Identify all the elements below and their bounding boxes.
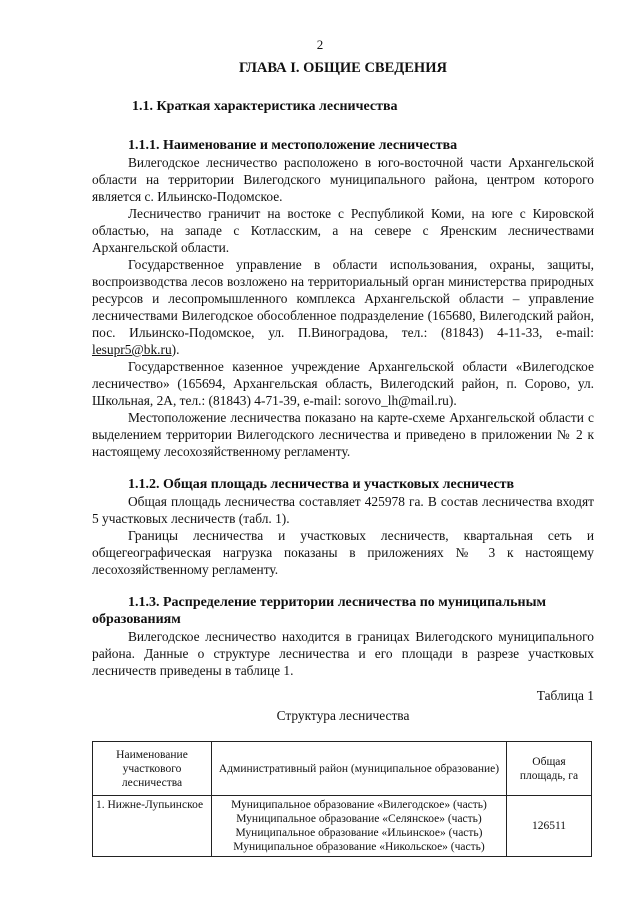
area-cell: 126511 — [507, 796, 592, 857]
municipality-line: Муниципальное образование «Вилегодское» (часть) — [231, 799, 487, 811]
chapter-title: ГЛАВА I. ОБЩИЕ СВЕДЕНИЯ — [239, 60, 447, 76]
paragraph-text: Государственное управление в области использования, охраны, защиты, воспроизводства лесов возложено на территориальный орган министерства природных ресурсов и лесопромышленного комплекса Архангельской области – управление лесничествами Вилегодское обособленное подразделение (165680, Вилегодский район, пос. Ильинско-Подомское, ул. П.Виноградова, тел.: (81843) 4-11-33, e-mail: — [92, 257, 594, 340]
header-total-area: Общая площадь, га — [507, 742, 592, 796]
municipality-cell — [212, 796, 507, 857]
paragraph: Вилегодское лесничество находится в границах Вилегодского муниципального района. Данные о структуре лесничества и его площади в разрезе участковых лесничеств приведены в таблице 1. — [92, 629, 594, 678]
paragraph — [92, 256, 594, 358]
paragraph: Лесничество граничит на востоке с Республикой Коми, на юге с Кировской областью, на западе с Котласским, а на севере с Яренским лесничествами Архангельской области. — [92, 206, 594, 255]
header-forestry-name: Наименование участкового лесничества — [93, 742, 212, 796]
table-row — [93, 796, 592, 857]
table-header-row — [93, 742, 592, 796]
subsection-title-3: 1.1.3. Распределение территории лесничества по муниципальным образованиям — [92, 595, 547, 627]
header-admin-district: Административный район (муниципальное образование) — [212, 742, 507, 796]
structure-table — [92, 741, 592, 857]
paragraph: Государственное казенное учреждение Архангельской области «Вилегодское лесничество» (165694, Архангельская область, Вилегодский район, п. Сорово, ул. Школьная, 2А, тел.: (81843) 4-71-39, e-mail: sorovo_lh@mail.ru). — [92, 359, 594, 408]
municipality-line: Муниципальное образование «Селянское» (часть) — [236, 813, 482, 825]
subsection-title-1: 1.1.1. Наименование и местоположение лесничества — [128, 138, 458, 153]
paragraph: Границы лесничества и участковых лесничеств, квартальная сеть и общегеографическая нагрузка показаны в приложениях № 3 к настоящему лесохозяйственному регламенту. — [92, 528, 594, 577]
subsection-title-2: 1.1.2. Общая площадь лесничества и участковых лесничеств — [128, 477, 515, 492]
paragraph: Вилегодское лесничество расположено в юго-восточной части Архангельской области на территории Вилегодского муниципального района, центром которого является с. Ильинско-Подомское. — [92, 155, 594, 204]
page-number: 2 — [316, 37, 324, 52]
paragraph: Общая площадь лесничества составляет 425978 га. В состав лесничества входят 5 участковых лесничеств (табл. 1). — [92, 494, 594, 526]
paragraph: Местоположение лесничества показано на карте-схеме Архангельской области с выделением территории Вилегодского лесничества и приведено в приложении № 2 к настоящему лесохозяйственному регламенту. — [92, 410, 594, 459]
document-body — [92, 60, 594, 857]
section-title: 1.1. Краткая характеристика лесничества — [132, 99, 398, 114]
municipality-line: Муниципальное образование «Никольское» (часть) — [233, 841, 485, 853]
table-title: Структура лесничества — [276, 708, 410, 723]
forestry-name-cell: 1. Нижне-Лупьинское — [93, 796, 212, 857]
municipality-line: Муниципальное образование «Ильинское» (часть) — [235, 827, 483, 839]
paragraph-text-end: ). — [171, 342, 180, 357]
table-number: Таблица 1 — [536, 688, 594, 703]
email-link[interactable]: lesupr5@bk.ru — [92, 342, 172, 357]
